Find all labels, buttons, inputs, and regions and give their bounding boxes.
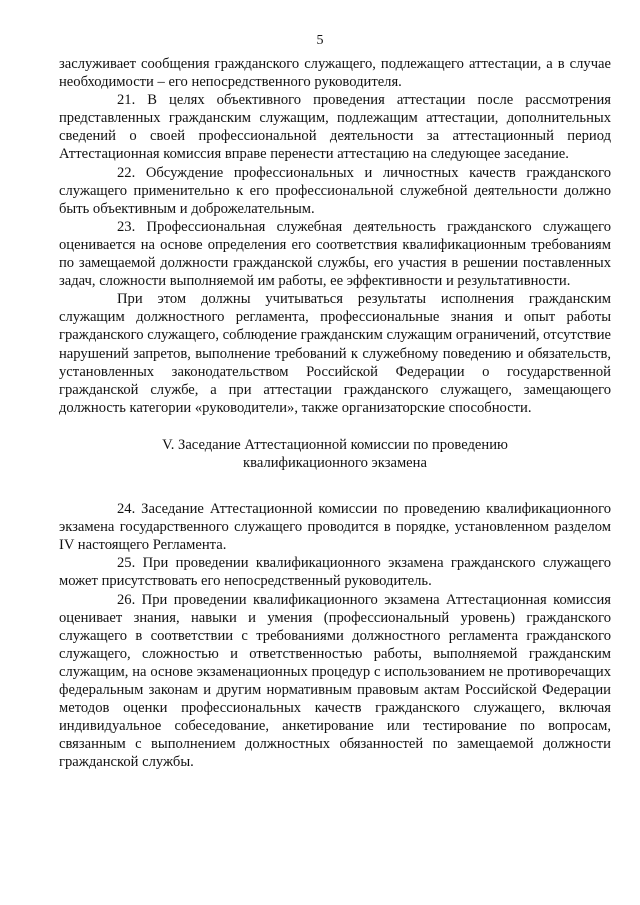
paragraph-23: 23. Профессиональная служебная деятельность гражданского служащего оценивается на основе определения его соответствия квалификационным требованиям по замещаемой должности гражданской службы, его участия в решении поставленных задач, сложности выполняемой им работы, ее эффективности и результативности. <box>59 218 611 290</box>
paragraph-24: 24. Заседание Аттестационной комиссии по проведению квалификационного экзамена государственного служащего проводится в порядке, установленном разделом IV настоящего Регламента. <box>59 501 611 554</box>
section-heading-line-1: V. Заседание Аттестационной комиссии по проведению <box>162 436 508 453</box>
paragraph-22: 22. Обсуждение профессиональных и личностных качеств гражданского служащего применительно к его профессиональной служебной деятельности должно быть объективным и доброжелательным. <box>59 164 611 217</box>
document-body <box>59 55 611 771</box>
paragraph-25: 25. При проведении квалификационного экзамена гражданского служащего может присутствовать его непосредственный руководитель. <box>59 555 611 590</box>
paragraph-26: 26. При проведении квалификационного экзамена Аттестационная комиссия оценивает знания, навыки и умения (профессиональный уровень) гражданского служащего в соответствии с требованиями должностного регламента гражданского служащего, сложностью и ответственностью работы, выполняемой гражданским служащим, на основе экзаменационных процедур с использованием не противоречащих федеральным законам и другим нормативным правовым актам Российской Федерации методов оценки профессиональных качеств гражданского служащего, включая индивидуальное собеседование, анкетирование или тестирование по вопросам, связанным с выполнением должностных обязанностей по замещаемой должности гражданской службы. <box>59 591 611 771</box>
paragraphs-after-section <box>59 500 611 771</box>
paragraph-23-continued: При этом должны учитываться результаты исполнения гражданским служащим должностного регламента, профессиональные знания и опыт работы гражданского служащего, соблюдение гражданским служащим ограничений, отсутствие нарушений запретов, выполнение требований к служебному поведению и обязательств, установленных законодательством Российской Федерации о государственной гражданской службе, а при аттестации гражданского служащего, замещающего должность категории «руководители», также организаторские способности. <box>59 291 611 416</box>
paragraphs-before-section <box>59 55 611 417</box>
section-heading-line-2: квалификационного экзамена <box>243 454 427 471</box>
page-number: 5 <box>316 33 324 48</box>
paragraph-continuation: заслуживает сообщения гражданского служащего, подлежащего аттестации, а в случае необходимости – его непосредственного руководителя. <box>59 56 611 91</box>
section-heading <box>59 436 611 472</box>
paragraph-21: 21. В целях объективного проведения аттестации после рассмотрения представленных гражданским служащим, подлежащим аттестации, дополнительных сведений о своей профессиональной деятельности за аттестационный период Аттестационная комиссия вправе перенести аттестацию на следующее заседание. <box>59 92 611 163</box>
